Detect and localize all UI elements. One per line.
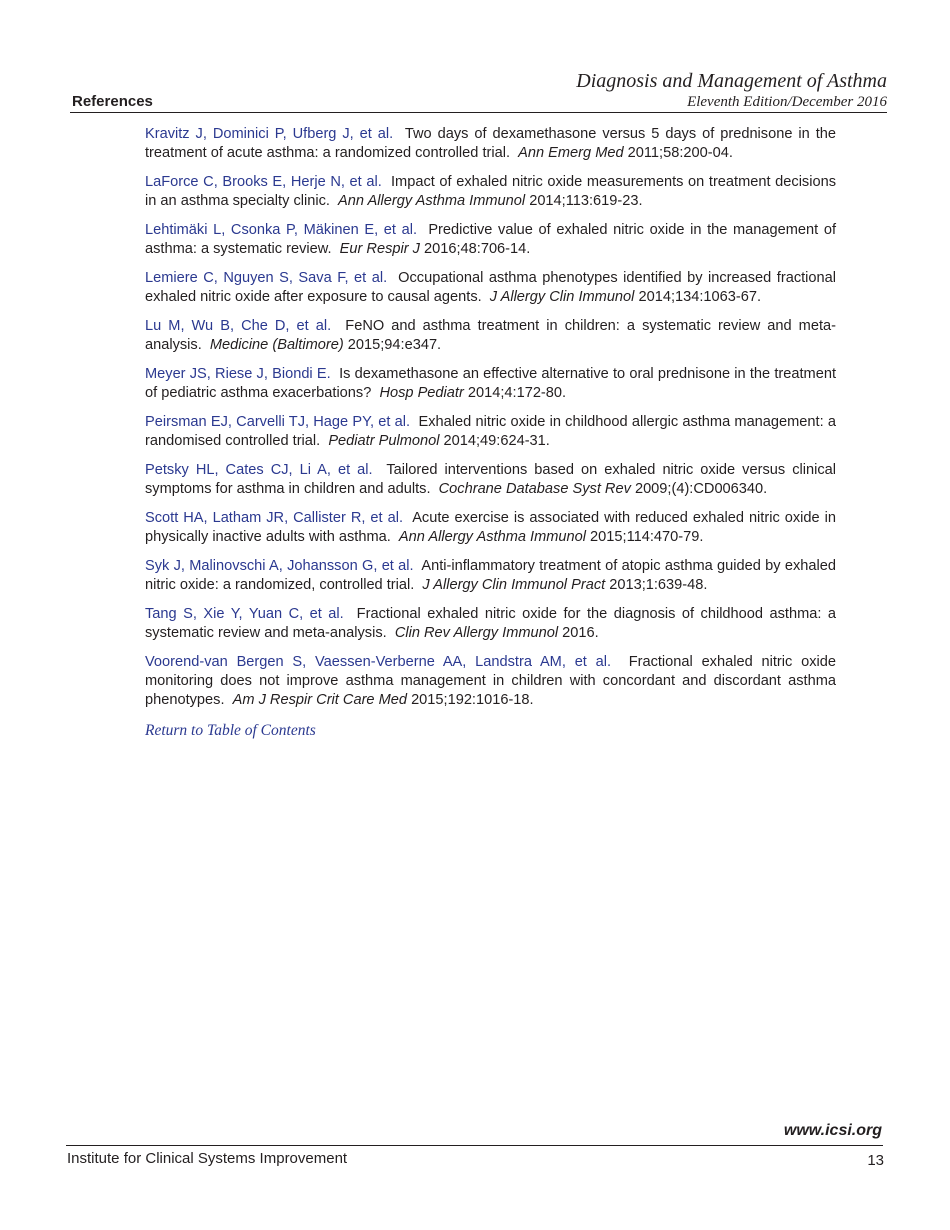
reference-entry: [145, 173, 836, 211]
reference-journal: Eur Respir J: [339, 241, 420, 257]
reference-journal: Pediatr Pulmonol: [328, 433, 440, 449]
reference-authors-link[interactable]: Syk J, Malinovschi A, Johansson G, et al.: [145, 558, 414, 574]
document-edition: Eleventh Edition/December 2016: [687, 94, 887, 110]
reference-entry: [145, 125, 836, 163]
reference-authors-link[interactable]: Lemiere C, Nguyen S, Sava F, et al.: [145, 270, 388, 286]
reference-title: Fractional exhaled nitric oxide for the diagnosis of childhood asthma: a systematic review and meta-analysis.: [145, 606, 836, 641]
reference-journal: Ann Allergy Asthma Immunol: [398, 529, 586, 545]
reference-entry: [145, 317, 836, 355]
reference-title: Two days of dexamethasone versus 5 days of prednisone in the treatment of acute asthma: a randomized controlled trial.: [145, 126, 836, 161]
reference-entry: [145, 461, 836, 499]
reference-citation: 2016;48:706-14.: [424, 241, 531, 257]
reference-authors-link[interactable]: Peirsman EJ, Carvelli TJ, Hage PY, et al.: [145, 414, 411, 430]
reference-title: Impact of exhaled nitric oxide measurements on treatment decisions in an asthma specialty clinic.: [145, 174, 837, 209]
reference-citation: 2015;114:470-79.: [590, 529, 704, 545]
reference-title: Fractional exhaled nitric oxide monitoring does not improve asthma management in children with concordant and discordant asthma phenotypes.: [145, 654, 836, 708]
reference-title: Occupational asthma phenotypes identified by increased fractional exhaled nitric oxide after exposure to causal agents.: [145, 270, 837, 305]
reference-title: Predictive value of exhaled nitric oxide in the management of asthma: a systematic review.: [145, 222, 837, 257]
reference-journal: Ann Allergy Asthma Immunol: [338, 193, 526, 209]
reference-title: Is dexamethasone an effective alternative to oral prednisone in the treatment of pediatric asthma exacerbations?: [145, 366, 836, 401]
reference-citation: 2014;113:619-23.: [529, 193, 643, 209]
reference-entry: [145, 653, 836, 710]
page-number: 13: [867, 1152, 884, 1169]
reference-citation: 2011;58:200-04.: [627, 145, 733, 161]
reference-citation: 2014;4:172-80.: [467, 385, 567, 401]
header-divider: [70, 112, 887, 113]
reference-journal: Hosp Pediatr: [379, 385, 464, 401]
reference-list: [145, 125, 836, 740]
reference-citation: 2014;134:1063-67.: [638, 289, 762, 305]
reference-entry: [145, 605, 836, 643]
reference-entry: [145, 269, 836, 307]
reference-authors-link[interactable]: LaForce C, Brooks E, Herje N, et al.: [145, 174, 382, 190]
reference-title: Anti-inflammatory treatment of atopic asthma guided by exhaled nitric oxide: a randomized, controlled trial.: [145, 558, 836, 593]
reference-title: Tailored interventions based on exhaled nitric oxide versus clinical symptoms for asthma in children and adults.: [145, 462, 836, 497]
footer-divider: [66, 1145, 883, 1146]
footer-url[interactable]: www.icsi.org: [783, 1122, 882, 1139]
reference-citation: 2015;94:e347.: [347, 337, 442, 353]
reference-journal: Am J Respir Crit Care Med: [232, 692, 407, 708]
footer-organization: Institute for Clinical Systems Improvement: [67, 1150, 348, 1167]
reference-citation: 2009;(4):CD006340.: [634, 481, 768, 497]
return-to-toc-link[interactable]: Return to Table of Contents: [145, 722, 316, 739]
reference-citation: 2015;192:1016-18.: [411, 692, 534, 708]
section-heading: References: [72, 93, 153, 110]
reference-authors-link[interactable]: Meyer JS, Riese J, Biondi E.: [145, 366, 331, 382]
reference-authors-link[interactable]: Lehtimäki L, Csonka P, Mäkinen E, et al.: [145, 222, 418, 238]
reference-authors-link[interactable]: Lu M, Wu B, Che D, et al.: [145, 318, 332, 334]
reference-journal: J Allergy Clin Immunol Pract: [422, 577, 606, 593]
reference-entry: [145, 413, 836, 451]
reference-journal: Clin Rev Allergy Immunol: [394, 625, 559, 641]
reference-entry: [145, 221, 836, 259]
reference-title: Exhaled nitric oxide in childhood allergic asthma management: a randomised controlled trial.: [145, 414, 836, 449]
reference-citation: 2014;49:624-31.: [443, 433, 550, 449]
reference-authors-link[interactable]: Voorend-van Bergen S, Vaessen-Verberne AA, Landstra AM, et al.: [145, 654, 612, 670]
reference-entry: [145, 365, 836, 403]
reference-journal: J Allergy Clin Immunol: [489, 289, 635, 305]
reference-authors-link[interactable]: Scott HA, Latham JR, Callister R, et al.: [145, 510, 404, 526]
document-title: Diagnosis and Management of Asthma: [576, 70, 887, 92]
reference-citation: 2013;1:639-48.: [609, 577, 708, 593]
reference-title: FeNO and asthma treatment in children: a systematic review and meta-analysis.: [145, 318, 836, 353]
reference-journal: Cochrane Database Syst Rev: [438, 481, 631, 497]
reference-citation: 2016.: [562, 625, 599, 641]
reference-authors-link[interactable]: Tang S, Xie Y, Yuan C, et al.: [145, 606, 344, 622]
reference-authors-link[interactable]: Petsky HL, Cates CJ, Li A, et al.: [145, 462, 373, 478]
reference-journal: Medicine (Baltimore): [209, 337, 344, 353]
reference-entry: [145, 509, 836, 547]
reference-entry: [145, 557, 836, 595]
reference-title: Acute exercise is associated with reduced exhaled nitric oxide in physically inactive adults with asthma.: [145, 510, 836, 545]
reference-journal: Ann Emerg Med: [518, 145, 624, 161]
reference-authors-link[interactable]: Kravitz J, Dominici P, Ufberg J, et al.: [145, 126, 394, 142]
